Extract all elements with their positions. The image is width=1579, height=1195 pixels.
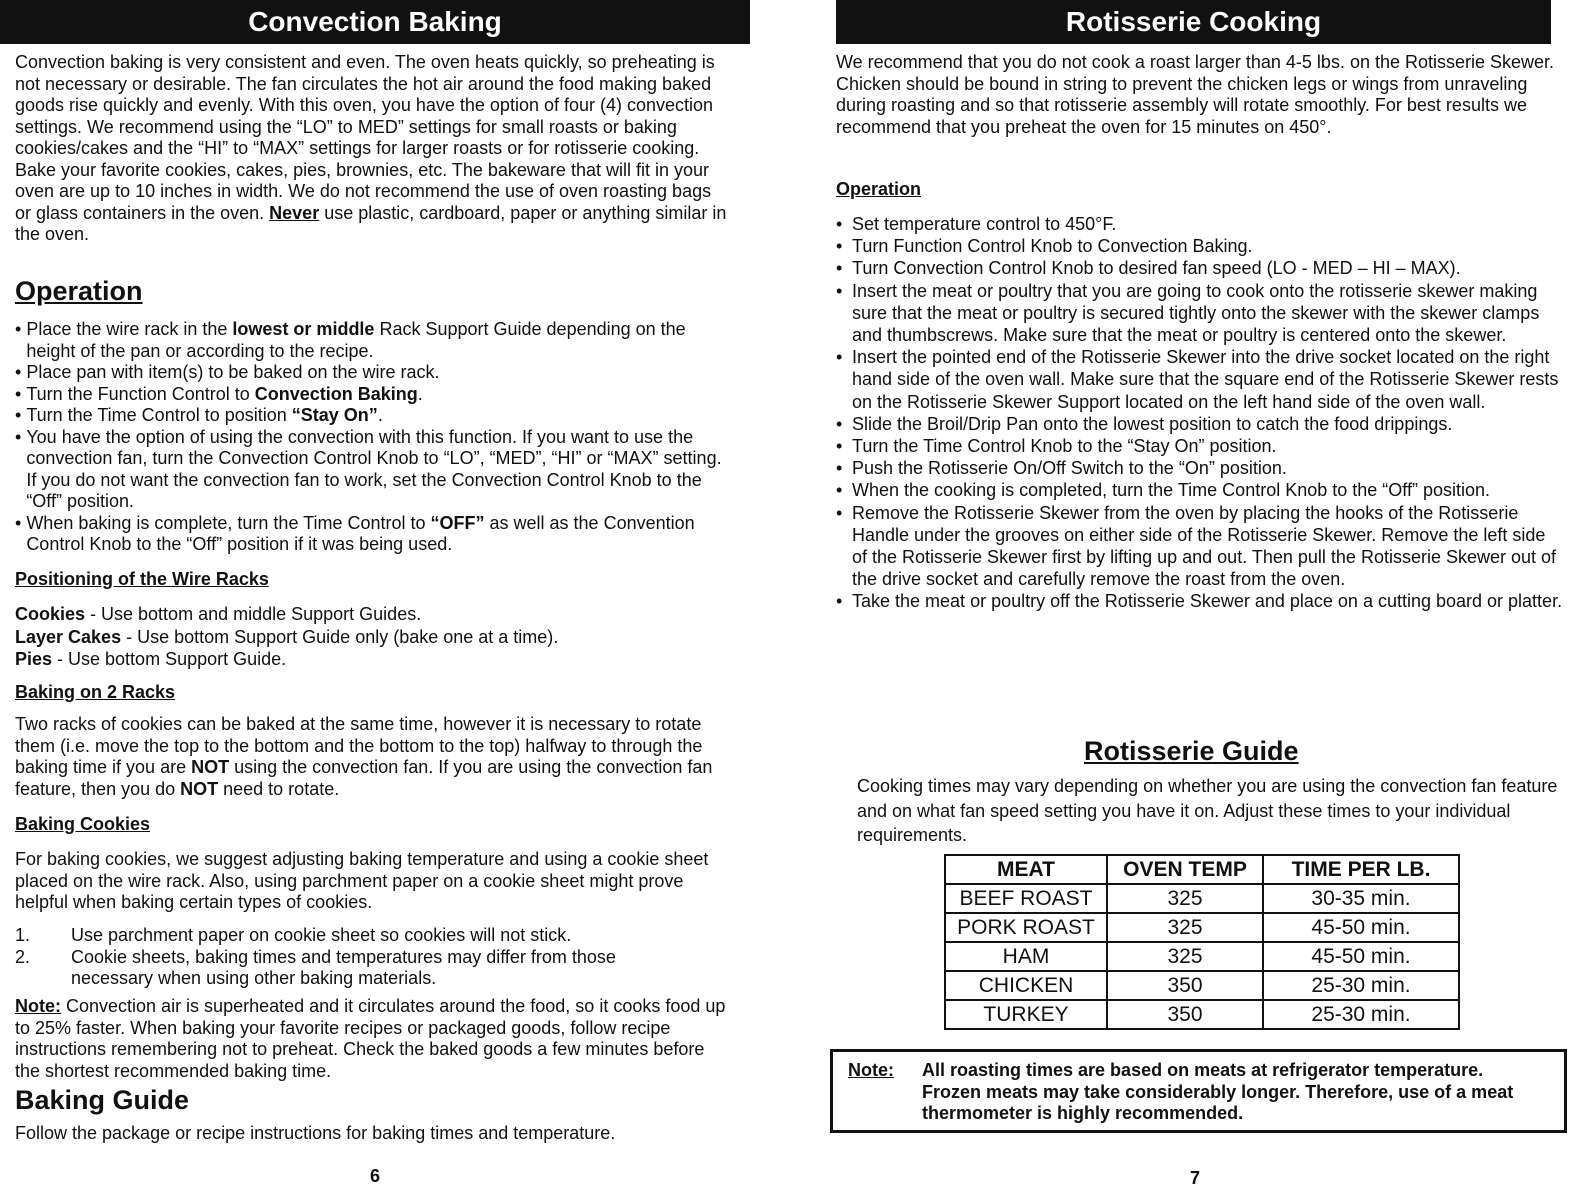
rotisserie-steps-list [836,213,1564,613]
rotisserie-step: • Push the Rotisserie On/Off Switch to the “On” position. [836,458,1287,479]
page-left [0,0,750,1195]
col-header-meat: MEAT [945,855,1107,884]
cookies-tips-list [15,925,655,990]
table-row [945,942,1459,971]
page-number: 6 [370,1166,381,1186]
operation-list [15,319,727,556]
cell-meat: CHICKEN [945,971,1107,1000]
cell-meat: TURKEY [945,1000,1107,1029]
tip-item: 1. Use parchment paper on cookie sheet so cookies will not stick. [15,925,572,945]
operation-heading: Operation [15,276,143,306]
rotisserie-step: • When the cooking is completed, turn the Time Control Knob to the “Off” position. [836,480,1490,501]
cell-meat: HAM [945,942,1107,971]
baking-guide-heading: Baking Guide [15,1085,190,1115]
rotisserie-guide-text: Cooking times may vary depending on whether you are using the convection fan feature and on what fan speed setting you have it on. Adjust these times to your individual requirements. [857,776,1558,845]
two-racks-text: Two racks of cookies can be baked at the same time, however it is necessary to rotate them (i.e. move the top to the bottom and the bottom to the top) halfway to through the baking time if you are NOT using the convection fan. If you are using the convection fan feature, then you do NOT need to rotate. [15,714,713,799]
operation-item: • Place the wire rack in the lowest or middle Rack Support Guide depending on the height of the pan or according to the recipe. [15,319,686,361]
operation-item: • Turn the Function Control to Convection Baking. [15,383,423,404]
roasting-note-label: Note: [848,1060,894,1080]
cell-oven-temp: 325 [1107,884,1263,913]
baking-cookies-heading: Baking Cookies [15,814,151,834]
rotisserie-step: • Take the meat or poultry off the Rotisserie Skewer and place on a cutting board or platter. [836,591,1563,612]
position-layer-cakes: Layer Cakes - Use bottom Support Guide only (bake one at a time). [15,626,559,647]
rotisserie-guide-heading: Rotisserie Guide [1084,736,1299,766]
position-cookies: Cookies - Use bottom and middle Support Guides. [15,604,422,624]
intro-paragraph-1: Convection baking is very consistent and even. The oven heats quickly, so preheating is not necessary or desirable. The fan circulates the hot air around the food making baked goods rise quickly and evenly. With this oven, you have the option of four (4) convection settings. We recommend using the “LO” to MED” settings for small roasts or baking cookies/cakes and the “HI” to “MAX” settings for larger roasts or for rotisserie cooking. [15,52,715,158]
table-header-row [945,855,1459,884]
cell-meat: BEEF ROAST [945,884,1107,913]
cell-time-per-lb: 25-30 min. [1263,971,1459,1000]
convection-intro [15,52,727,246]
operation-item: • Turn the Time Control to position “Stay On”. [15,405,383,425]
table-row [945,971,1459,1000]
convection-note: Note: Convection air is superheated and it circulates around the food, so it cooks food up to 25% faster. When baking your favorite recipes or packaged goods, follow recipe instructions remembering not to preheat. Check the baked goods a few minutes before the shortest recommended baking time. [15,996,726,1081]
rack-positions [15,603,727,671]
roasting-note-box [830,1049,1567,1133]
cell-meat: PORK ROAST [945,913,1107,942]
rotisserie-intro: We recommend that you do not cook a roast larger than 4-5 lbs. on the Rotisserie Skewer. Chicken should be bound in string to prevent the chicken legs or wings from unraveling during roasting and so that rotisserie assembly will rotate smoothly. For best results we recommend that you preheat the oven for 15 minutes on 450°. [836,52,1555,137]
col-header-oven-temp: OVEN TEMP [1107,855,1263,884]
cell-time-per-lb: 25-30 min. [1263,1000,1459,1029]
rotisserie-step: • Insert the pointed end of the Rotisserie Skewer into the drive socket located on the right hand side of the oven wall. Make sure that the square end of the Rotisserie Skewer rests on the Rotisserie Skewer Support located on the left hand side of the oven wall. [836,347,1559,412]
section-banner-rotisserie: Rotisserie Cooking [836,0,1551,44]
rotisserie-step: • Insert the meat or poultry that you are going to cook onto the rotisserie skewer making sure that the meat or poultry is secured tightly onto the skewer with the skewer clamps and thumbscrews. Make sure that the meat or poultry is centered onto the skewer. [836,280,1540,346]
two-racks-heading: Baking on 2 Racks [15,682,176,702]
rotisserie-step: • Set temperature control to 450°F. [836,214,1117,234]
never-emphasis: Never [269,202,320,223]
operation-item: • When baking is complete, turn the Time Control to “OFF” as well as the Convention Control Knob to the “Off” position if it was being used. [15,512,695,554]
page-right [836,0,1579,1195]
table-row [945,884,1459,913]
cell-time-per-lb: 30-35 min. [1263,884,1459,913]
cell-oven-temp: 325 [1107,942,1263,971]
page-number: 7 [1190,1168,1201,1188]
cell-oven-temp: 350 [1107,1000,1263,1029]
note-label: Note: [15,996,61,1016]
positioning-heading: Positioning of the Wire Racks [15,569,269,589]
rotisserie-step: • Slide the Broil/Drip Pan onto the lowest position to catch the food drippings. [836,413,1453,434]
intro-paragraph-2: Bake your favorite cookies, cakes, pies, brownies, etc. The bakeware that will fit in your oven are up to 10 inches in width. We do not recommend the use of oven roasting bags or glass containers in the oven. Never use plastic, cardboard, paper or anything similar in the oven. [15,159,727,244]
rotisserie-step: • Remove the Rotisserie Skewer from the oven by placing the hooks of the Rotisserie Handle under the grooves on either side of the Rotisserie Skewer. Remove the left side of the Rotisserie Skewer first by lifting up and out. Then pull the Rotisserie Skewer out of the drive socket and carefully remove the roast from the oven. [836,502,1557,590]
tip-item: 2. Cookie sheets, baking times and temperatures may differ from those necessary when using other baking materials. [15,946,616,988]
cell-time-per-lb: 45-50 min. [1263,942,1459,971]
cell-oven-temp: 325 [1107,913,1263,942]
operation-item: • You have the option of using the convection with this function. If you want to use the convection fan, turn the Convection Control Knob to “LO”, “MED”, “HI” or “MAX” setting. If you do not want the convection fan to work, set the Convection Control Knob to the “Off” position. [15,426,722,511]
cell-time-per-lb: 45-50 min. [1263,913,1459,942]
table-row [945,913,1459,942]
section-banner-convection-baking: Convection Baking [0,0,750,44]
cell-oven-temp: 350 [1107,971,1263,1000]
rotisserie-guide-table [944,854,1460,1030]
baking-guide-text: Follow the package or recipe instructions for baking times and temperature. [15,1123,616,1143]
position-pies: Pies - Use bottom Support Guide. [15,649,287,669]
rotisserie-step: • Turn the Time Control Knob to the “Stay On” position. [836,436,1277,457]
roasting-note-text: All roasting times are based on meats at refrigerator temperature. Frozen meats may take considerably longer. Therefore, use of a meat thermometer is highly recommended. [922,1060,1514,1123]
col-header-time-per-lb: TIME PER LB. [1263,855,1459,884]
baking-cookies-text: For baking cookies, we suggest adjusting baking temperature and using a cookie sheet placed on the wire rack. Also, using parchment paper on a cookie sheet might prove helpful when baking certain types of cookies. [15,849,709,912]
rotisserie-step: • Turn Function Control Knob to Convection Baking. [836,236,1253,257]
rotisserie-operation-heading: Operation [836,179,922,199]
operation-item: • Place pan with item(s) to be baked on the wire rack. [15,362,440,382]
rotisserie-step: • Turn Convection Control Knob to desired fan speed (LO - MED – HI – MAX). [836,258,1461,279]
table-row [945,1000,1459,1029]
